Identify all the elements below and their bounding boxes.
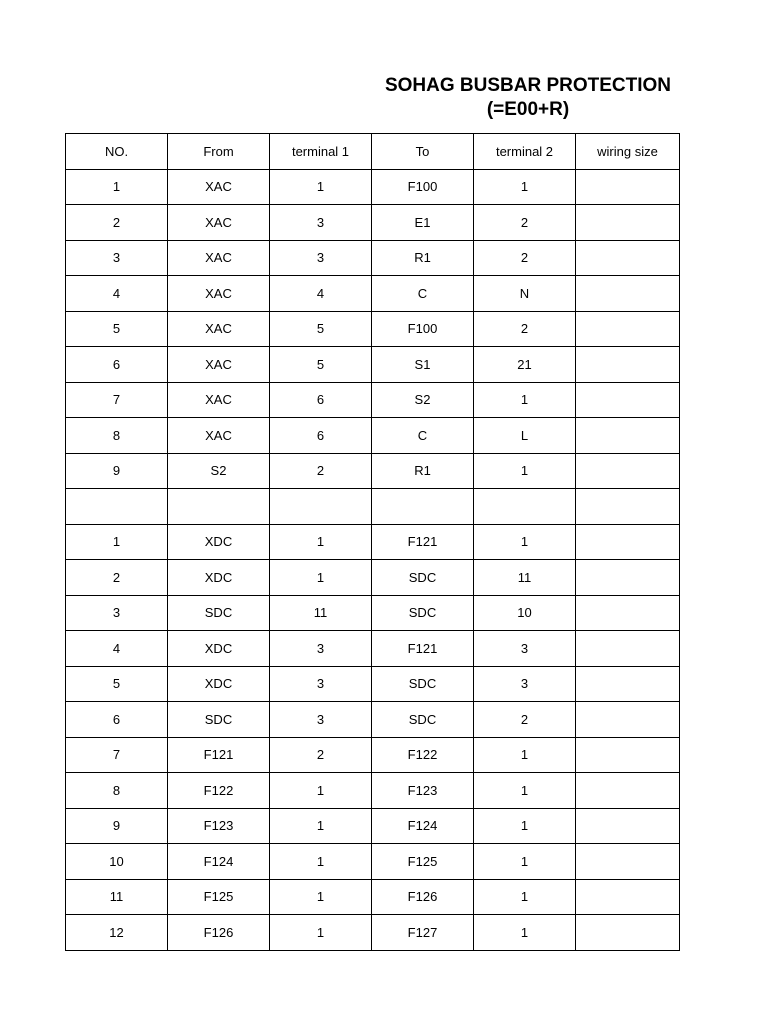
header-no: NO. <box>66 134 168 170</box>
cell-wiring-size <box>576 915 680 951</box>
cell-to: F123 <box>372 773 474 809</box>
table-row <box>66 382 680 418</box>
cell-wiring-size <box>576 489 680 525</box>
cell-to: F121 <box>372 524 474 560</box>
cell-to: F100 <box>372 169 474 205</box>
table-row <box>66 276 680 312</box>
table-row <box>66 915 680 951</box>
cell-terminal-2: L <box>474 418 576 454</box>
cell-no: 3 <box>66 595 168 631</box>
table-header-row <box>66 134 680 170</box>
cell-wiring-size <box>576 524 680 560</box>
cell-no: 10 <box>66 844 168 880</box>
cell-wiring-size <box>576 737 680 773</box>
cell-no: 9 <box>66 453 168 489</box>
table-row <box>66 844 680 880</box>
cell-no: 2 <box>66 205 168 241</box>
cell-from: F125 <box>168 879 270 915</box>
cell-wiring-size <box>576 844 680 880</box>
table-body <box>66 169 680 950</box>
cell-to: S2 <box>372 382 474 418</box>
cell-wiring-size <box>576 169 680 205</box>
cell-no: 3 <box>66 240 168 276</box>
cell-terminal-1 <box>270 489 372 525</box>
cell-terminal-2: 1 <box>474 453 576 489</box>
cell-wiring-size <box>576 595 680 631</box>
table-row <box>66 879 680 915</box>
cell-from: F122 <box>168 773 270 809</box>
cell-wiring-size <box>576 702 680 738</box>
cell-terminal-2: 21 <box>474 347 576 383</box>
cell-no: 5 <box>66 666 168 702</box>
header-terminal-2: terminal 2 <box>474 134 576 170</box>
cell-to: SDC <box>372 560 474 596</box>
cell-wiring-size <box>576 666 680 702</box>
cell-terminal-2: 1 <box>474 915 576 951</box>
cell-terminal-1: 4 <box>270 276 372 312</box>
cell-from: F123 <box>168 808 270 844</box>
cell-terminal-2: 10 <box>474 595 576 631</box>
cell-to: C <box>372 276 474 312</box>
header-from: From <box>168 134 270 170</box>
cell-no: 4 <box>66 276 168 312</box>
cell-terminal-2 <box>474 489 576 525</box>
table-row <box>66 524 680 560</box>
cell-to: SDC <box>372 666 474 702</box>
table-row <box>66 737 680 773</box>
cell-terminal-1: 6 <box>270 418 372 454</box>
cell-terminal-1: 1 <box>270 169 372 205</box>
cell-to: C <box>372 418 474 454</box>
cell-to: E1 <box>372 205 474 241</box>
header-wiring-size: wiring size <box>576 134 680 170</box>
cell-wiring-size <box>576 382 680 418</box>
cell-terminal-1: 3 <box>270 205 372 241</box>
cell-terminal-2: 1 <box>474 844 576 880</box>
title-line-2: (=E00+R) <box>486 99 570 120</box>
cell-from: SDC <box>168 595 270 631</box>
cell-terminal-1: 1 <box>270 808 372 844</box>
cell-no: 11 <box>66 879 168 915</box>
cell-terminal-2: 1 <box>474 382 576 418</box>
cell-to: R1 <box>372 240 474 276</box>
header-to: To <box>372 134 474 170</box>
cell-no: 6 <box>66 702 168 738</box>
cell-terminal-1: 1 <box>270 915 372 951</box>
cell-terminal-1: 5 <box>270 311 372 347</box>
cell-terminal-1: 5 <box>270 347 372 383</box>
cell-no: 7 <box>66 382 168 418</box>
table-row <box>66 418 680 454</box>
cell-terminal-1: 3 <box>270 702 372 738</box>
cell-to: F124 <box>372 808 474 844</box>
cell-from: XAC <box>168 382 270 418</box>
cell-terminal-1: 2 <box>270 453 372 489</box>
cell-from: XAC <box>168 347 270 383</box>
cell-to: S1 <box>372 347 474 383</box>
table-row <box>66 347 680 383</box>
cell-wiring-size <box>576 418 680 454</box>
cell-terminal-2: 1 <box>474 169 576 205</box>
cell-from: XDC <box>168 631 270 667</box>
cell-from: XAC <box>168 311 270 347</box>
table-row <box>66 773 680 809</box>
table-row <box>66 702 680 738</box>
table-row <box>66 631 680 667</box>
cell-from: S2 <box>168 453 270 489</box>
cell-terminal-2: 2 <box>474 240 576 276</box>
cell-to: SDC <box>372 595 474 631</box>
cell-no: 8 <box>66 418 168 454</box>
cell-no: 9 <box>66 808 168 844</box>
cell-wiring-size <box>576 879 680 915</box>
cell-to: F126 <box>372 879 474 915</box>
cell-from: SDC <box>168 702 270 738</box>
cell-from: XAC <box>168 205 270 241</box>
cell-terminal-1: 3 <box>270 631 372 667</box>
table-row <box>66 666 680 702</box>
cell-from: F121 <box>168 737 270 773</box>
cell-no: 12 <box>66 915 168 951</box>
cell-no: 6 <box>66 347 168 383</box>
cell-terminal-2: N <box>474 276 576 312</box>
table-row <box>66 453 680 489</box>
table-row <box>66 205 680 241</box>
cell-no: 4 <box>66 631 168 667</box>
cell-from: XAC <box>168 276 270 312</box>
table-row <box>66 169 680 205</box>
cell-wiring-size <box>576 276 680 312</box>
cell-terminal-1: 1 <box>270 560 372 596</box>
cell-terminal-2: 3 <box>474 631 576 667</box>
cell-wiring-size <box>576 347 680 383</box>
cell-to: F121 <box>372 631 474 667</box>
cell-to: R1 <box>372 453 474 489</box>
cell-from: XDC <box>168 560 270 596</box>
cell-wiring-size <box>576 631 680 667</box>
cell-terminal-2: 2 <box>474 205 576 241</box>
cell-terminal-2: 2 <box>474 702 576 738</box>
cell-no: 7 <box>66 737 168 773</box>
cell-terminal-1: 3 <box>270 240 372 276</box>
cell-to: F125 <box>372 844 474 880</box>
cell-wiring-size <box>576 240 680 276</box>
cell-terminal-2: 1 <box>474 737 576 773</box>
table-row <box>66 560 680 596</box>
cell-terminal-1: 1 <box>270 844 372 880</box>
cell-terminal-2: 1 <box>474 773 576 809</box>
cell-no <box>66 489 168 525</box>
cell-terminal-2: 1 <box>474 808 576 844</box>
title-line-1: SOHAG BUSBAR PROTECTION <box>384 75 672 96</box>
cell-to <box>372 489 474 525</box>
header-terminal-1: terminal 1 <box>270 134 372 170</box>
cell-from: XAC <box>168 240 270 276</box>
cell-no: 2 <box>66 560 168 596</box>
cell-to: SDC <box>372 702 474 738</box>
cell-wiring-size <box>576 773 680 809</box>
cell-wiring-size <box>576 205 680 241</box>
cell-terminal-2: 11 <box>474 560 576 596</box>
cell-terminal-1: 11 <box>270 595 372 631</box>
cell-from: XAC <box>168 418 270 454</box>
cell-wiring-size <box>576 311 680 347</box>
cell-no: 1 <box>66 169 168 205</box>
wiring-table <box>65 133 680 951</box>
cell-from: XDC <box>168 666 270 702</box>
cell-no: 5 <box>66 311 168 347</box>
table-row <box>66 489 680 525</box>
cell-no: 8 <box>66 773 168 809</box>
table-row <box>66 311 680 347</box>
cell-from <box>168 489 270 525</box>
cell-to: F127 <box>372 915 474 951</box>
table-row <box>66 595 680 631</box>
cell-terminal-1: 3 <box>270 666 372 702</box>
table-row <box>66 808 680 844</box>
cell-terminal-1: 6 <box>270 382 372 418</box>
cell-terminal-2: 1 <box>474 879 576 915</box>
cell-wiring-size <box>576 453 680 489</box>
table-row <box>66 240 680 276</box>
cell-terminal-2: 1 <box>474 524 576 560</box>
cell-no: 1 <box>66 524 168 560</box>
cell-from: XDC <box>168 524 270 560</box>
cell-terminal-1: 1 <box>270 879 372 915</box>
cell-terminal-2: 3 <box>474 666 576 702</box>
cell-to: F100 <box>372 311 474 347</box>
document-title <box>366 74 690 122</box>
cell-from: XAC <box>168 169 270 205</box>
cell-terminal-1: 2 <box>270 737 372 773</box>
cell-from: F126 <box>168 915 270 951</box>
cell-from: F124 <box>168 844 270 880</box>
cell-terminal-1: 1 <box>270 773 372 809</box>
cell-to: F122 <box>372 737 474 773</box>
cell-wiring-size <box>576 560 680 596</box>
cell-wiring-size <box>576 808 680 844</box>
cell-terminal-2: 2 <box>474 311 576 347</box>
cell-terminal-1: 1 <box>270 524 372 560</box>
